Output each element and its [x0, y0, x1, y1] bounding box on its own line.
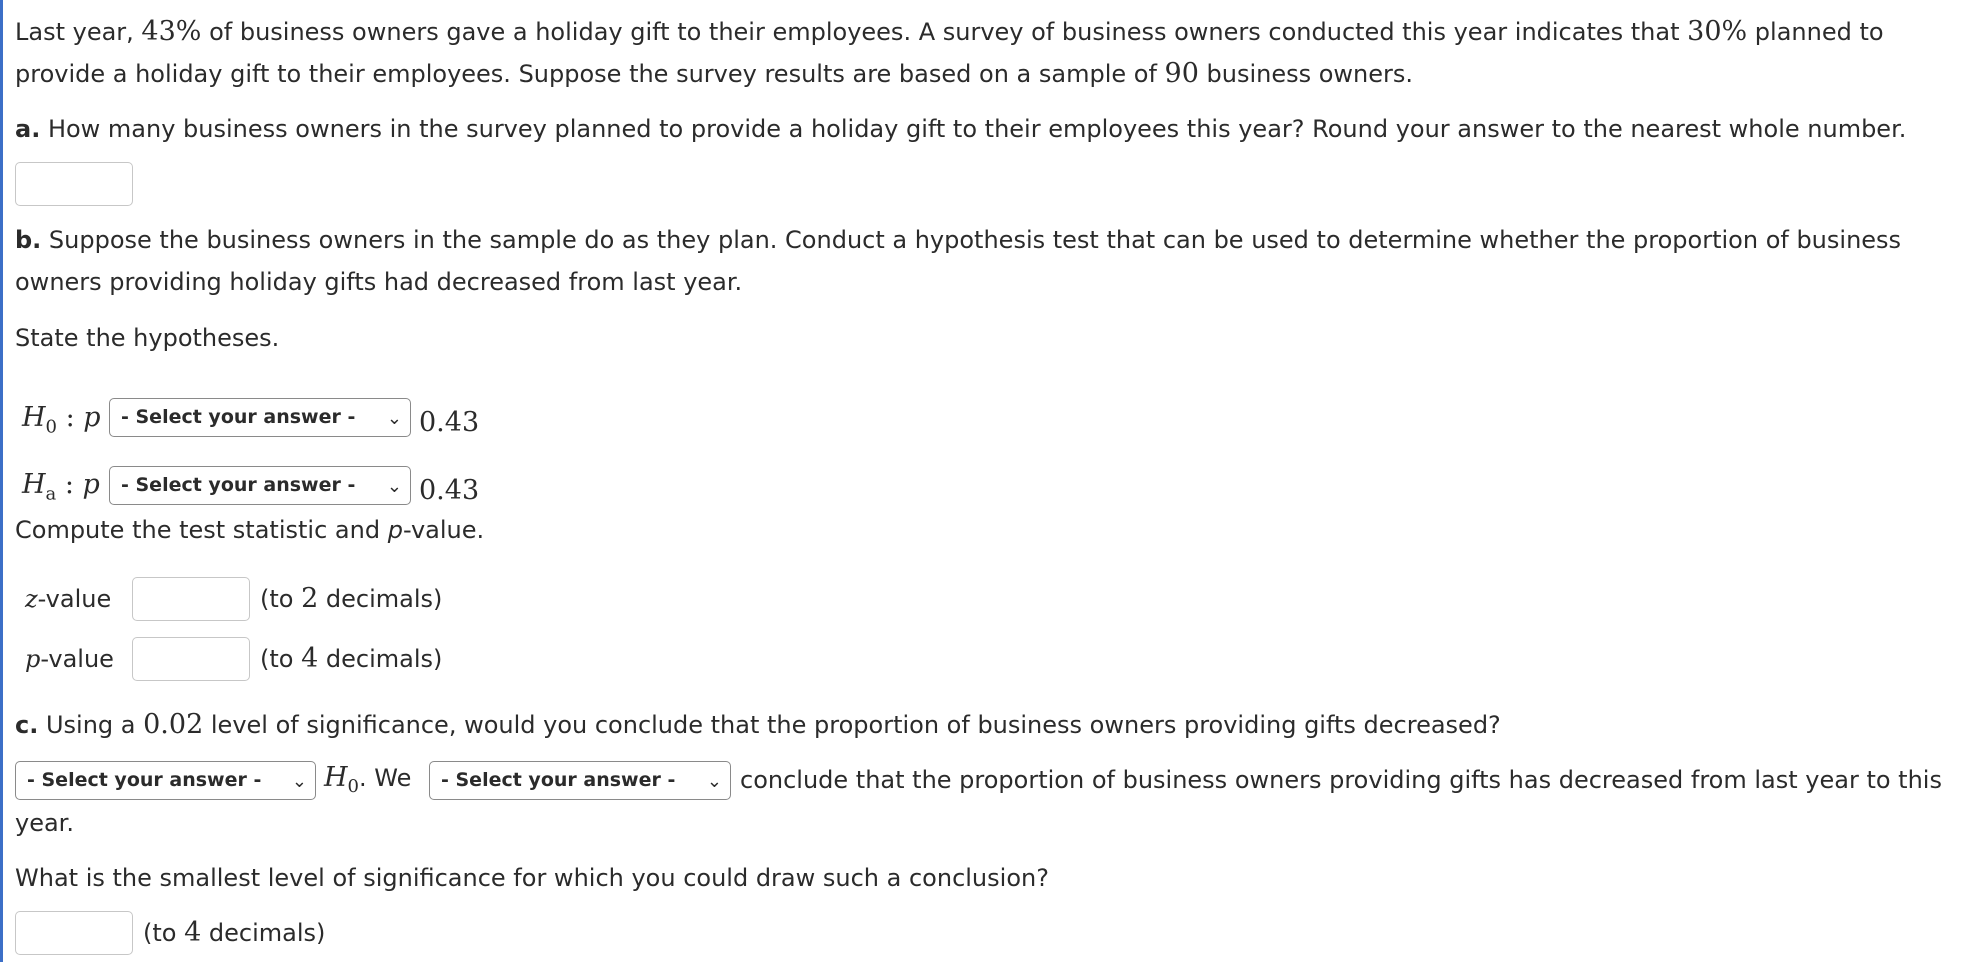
- chevron-down-icon: ⌄: [706, 771, 722, 792]
- z-value-input[interactable]: [132, 577, 250, 621]
- smallest-significance-note: [143, 913, 325, 953]
- h0-select-label: - Select your answer -: [121, 406, 356, 428]
- compute-instruction: [15, 509, 1960, 551]
- ha-value: 0.43: [419, 475, 480, 506]
- z-symbol: z: [25, 585, 38, 613]
- p-value-note: [260, 639, 442, 679]
- part-c-question: [15, 704, 1960, 746]
- part-b-question: [15, 219, 1950, 303]
- h0-symbol: H: [22, 402, 46, 433]
- z-note-text: (to: [260, 585, 302, 613]
- sample-size: 90: [1164, 58, 1199, 89]
- h0-subscript: 0: [45, 416, 57, 438]
- p-note-text: decimals): [318, 645, 443, 673]
- part-c-letter: c.: [15, 711, 39, 739]
- smallest-significance-input[interactable]: [15, 911, 133, 955]
- ha-label: [22, 465, 100, 514]
- conclusion-text-cont: year.: [15, 809, 74, 837]
- c-note-number: 4: [184, 917, 202, 948]
- conclusion-text: conclude that the proportion of business owners providing gifts has decreased from last year to this: [740, 766, 1942, 794]
- state-hypotheses-text: State the hypotheses.: [15, 324, 280, 352]
- p-note-number: 4: [301, 643, 319, 674]
- compute-text: Compute the test statistic and: [15, 516, 388, 544]
- intro-text: planned to provide a holiday gift to their employees. Suppose the survey results are based on a sample of: [15, 18, 1884, 88]
- conclude-decision-select[interactable]: [429, 761, 731, 800]
- h0-colon: :: [57, 402, 84, 433]
- part-b-letter: b.: [15, 226, 42, 254]
- part-c-text: level of significance, would you conclude that the proportion of business owners providing gifts decreased?: [203, 711, 1501, 739]
- z-value-note: [260, 579, 442, 619]
- z-note-number: 2: [301, 583, 319, 614]
- alpha-value: 0.02: [143, 709, 204, 740]
- compute-text: -value.: [402, 516, 485, 544]
- c-note-text: (to: [143, 919, 185, 947]
- part-c-text: Using a: [38, 711, 144, 739]
- part-a-answer-input[interactable]: [15, 162, 133, 206]
- intro-text: Last year,: [15, 18, 142, 46]
- h0-label: [22, 398, 101, 447]
- p-value-input[interactable]: [132, 637, 250, 681]
- we-text: . We: [359, 764, 412, 792]
- ha-operator-select[interactable]: [109, 466, 411, 505]
- part-a-letter: a.: [15, 115, 41, 143]
- h0-value: 0.43: [419, 407, 480, 438]
- c-note-text: decimals): [201, 919, 326, 947]
- last-year-percent: 43%: [141, 16, 202, 47]
- conclude-select-label: - Select your answer -: [441, 769, 676, 791]
- this-year-percent: 30%: [1687, 16, 1748, 47]
- chevron-down-icon: ⌄: [386, 476, 402, 497]
- z-value-label: [25, 579, 111, 619]
- part-a-text: How many business owners in the survey planned to provide a holiday gift to their employees this year? Round your answer to the nearest whole number.: [40, 115, 1907, 143]
- z-label-text: -value: [37, 585, 112, 613]
- intro-text: business owners.: [1198, 60, 1414, 88]
- c-h0-subscript: 0: [347, 775, 359, 797]
- p-value-label: [25, 639, 114, 679]
- part-a-question: [15, 108, 1960, 150]
- chevron-down-icon: ⌄: [386, 408, 402, 429]
- smallest-significance-question: What is the smallest level of significance for which you could draw such a conclusion?: [15, 864, 1049, 892]
- h0-we-text: [324, 758, 411, 807]
- ha-p: p: [82, 469, 100, 500]
- left-accent-bar: [0, 0, 3, 962]
- ha-colon: :: [56, 469, 83, 500]
- chevron-down-icon: ⌄: [291, 771, 307, 792]
- z-note-text: decimals): [318, 585, 443, 613]
- intro-text: of business owners gave a holiday gift to their employees. A survey of business owners conducted this year indicates that: [201, 18, 1688, 46]
- p-note-text: (to: [260, 645, 302, 673]
- part-b-text: Suppose the business owners in the sample do as they plan. Conduct a hypothesis test that can be used to determine whether the proportion of business owners providing holiday gifts had decreased from last year.: [15, 226, 1902, 296]
- p-symbol: p: [25, 645, 41, 673]
- ha-symbol: H: [22, 469, 46, 500]
- p-label-text: -value: [40, 645, 114, 673]
- reject-decision-select[interactable]: [15, 761, 316, 800]
- h0-p: p: [83, 402, 101, 433]
- h0-operator-select[interactable]: [109, 398, 411, 437]
- intro-paragraph: [15, 11, 1950, 95]
- ha-select-label: - Select your answer -: [121, 474, 356, 496]
- c-h0-symbol: H: [324, 762, 348, 793]
- ha-subscript: a: [45, 483, 57, 505]
- compute-p: p: [387, 516, 403, 544]
- reject-select-label: - Select your answer -: [27, 769, 262, 791]
